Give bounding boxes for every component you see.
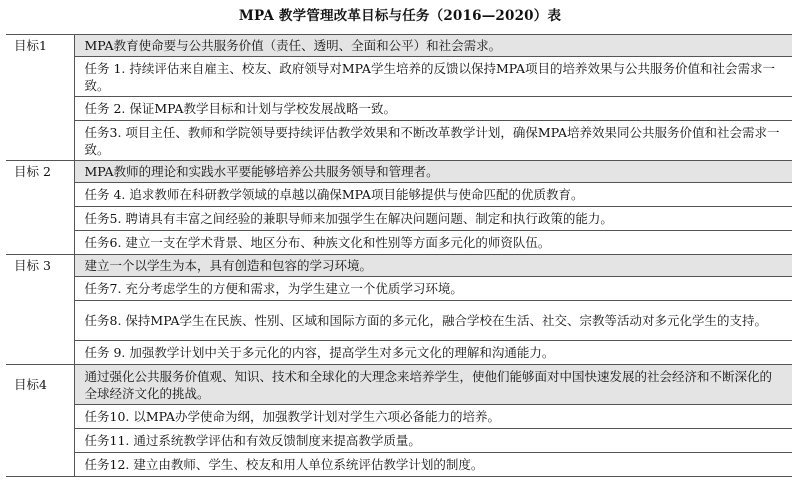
goal-label-spacer bbox=[6, 405, 74, 429]
goal-label-spacer bbox=[6, 97, 74, 121]
task-text: 任务6. 建立一支在学术背景、地区分布、种族文化和性别等方面多元化的师资队伍。 bbox=[74, 231, 792, 255]
goals-table bbox=[6, 34, 792, 477]
task-row bbox=[6, 301, 792, 341]
goal-label-spacer bbox=[6, 277, 74, 301]
task-text: 任务 1. 持续评估来自雇主、校友、政府领导对MPA学生培养的反馈以保持MPA项目的培养效果与公共服务价值和社会需求一致。 bbox=[74, 57, 792, 97]
goal-text: MPA教育使命要与公共服务价值（责任、透明、全面和公平）和社会需求。 bbox=[74, 35, 792, 57]
task-row bbox=[6, 277, 792, 301]
goal-label: 目标 2 bbox=[6, 161, 74, 183]
goal-label-spacer bbox=[6, 207, 74, 231]
goal-label-spacer bbox=[6, 57, 74, 97]
goal-row bbox=[6, 365, 792, 405]
task-row bbox=[6, 453, 792, 477]
task-text: 任务8. 保持MPA学生在民族、性别、区域和国际方面的多元化，融合学校在生活、社交、宗教等活动对多元化学生的支持。 bbox=[74, 301, 792, 341]
goal-row bbox=[6, 35, 792, 57]
goal-text: 建立一个以学生为本，具有创造和包容的学习环境。 bbox=[74, 255, 792, 277]
task-text: 任务5. 聘请具有丰富之间经验的兼职导师来加强学生在解决问题问题、制定和执行政策的能力。 bbox=[74, 207, 792, 231]
goal-label-spacer bbox=[6, 301, 74, 341]
goal-label: 目标1 bbox=[6, 35, 74, 57]
goal-label-spacer bbox=[6, 231, 74, 255]
goal-label-spacer bbox=[6, 121, 74, 161]
task-text: 任务3. 项目主任、教师和学院领导要持续评估教学效果和不断改革教学计划，确保MPA培养效果同公共服务价值和社会需求一致。 bbox=[74, 121, 792, 161]
goal-text: 通过强化公共服务价值观、知识、技术和全球化的大理念来培养学生，使他们能够面对中国快速发展的社会经济和不断深化的全球经济文化的挑战。 bbox=[74, 365, 792, 405]
task-row bbox=[6, 231, 792, 255]
goal-label: 目标 3 bbox=[6, 255, 74, 277]
task-text: 任务 2. 保证MPA教学目标和计划与学校发展战略一致。 bbox=[74, 97, 792, 121]
goal-label-spacer bbox=[6, 453, 74, 477]
goal-text: MPA教师的理论和实践水平要能够培养公共服务领导和管理者。 bbox=[74, 161, 792, 183]
task-text: 任务12. 建立由教师、学生、校友和用人单位系统评估教学计划的制度。 bbox=[74, 453, 792, 477]
task-text: 任务11. 通过系统教学评估和有效反馈制度来提高教学质量。 bbox=[74, 429, 792, 453]
goal-label-spacer bbox=[6, 183, 74, 207]
task-row bbox=[6, 183, 792, 207]
task-row bbox=[6, 405, 792, 429]
goal-label: 目标4 bbox=[6, 365, 74, 405]
table-title: MPA 教学管理改革目标与任务（2016—2020）表 bbox=[238, 8, 562, 24]
goal-row bbox=[6, 161, 792, 183]
task-row bbox=[6, 97, 792, 121]
task-text: 任务 9. 加强教学计划中关于多元化的内容，提高学生对多元文化的理解和沟通能力。 bbox=[74, 341, 792, 365]
task-row bbox=[6, 429, 792, 453]
goal-label-spacer bbox=[6, 429, 74, 453]
task-row bbox=[6, 207, 792, 231]
task-text: 任务 4. 追求教师在科研教学领域的卓越以确保MPA项目能够提供与使命匹配的优质教育。 bbox=[74, 183, 792, 207]
task-row bbox=[6, 121, 792, 161]
goal-row bbox=[6, 255, 792, 277]
task-text: 任务10. 以MPA办学使命为纲，加强教学计划对学生六项必备能力的培养。 bbox=[74, 405, 792, 429]
task-text: 任务7. 充分考虑学生的方便和需求，为学生建立一个优质学习环境。 bbox=[74, 277, 792, 301]
task-row bbox=[6, 57, 792, 97]
goal-label-spacer bbox=[6, 341, 74, 365]
task-row bbox=[6, 341, 792, 365]
